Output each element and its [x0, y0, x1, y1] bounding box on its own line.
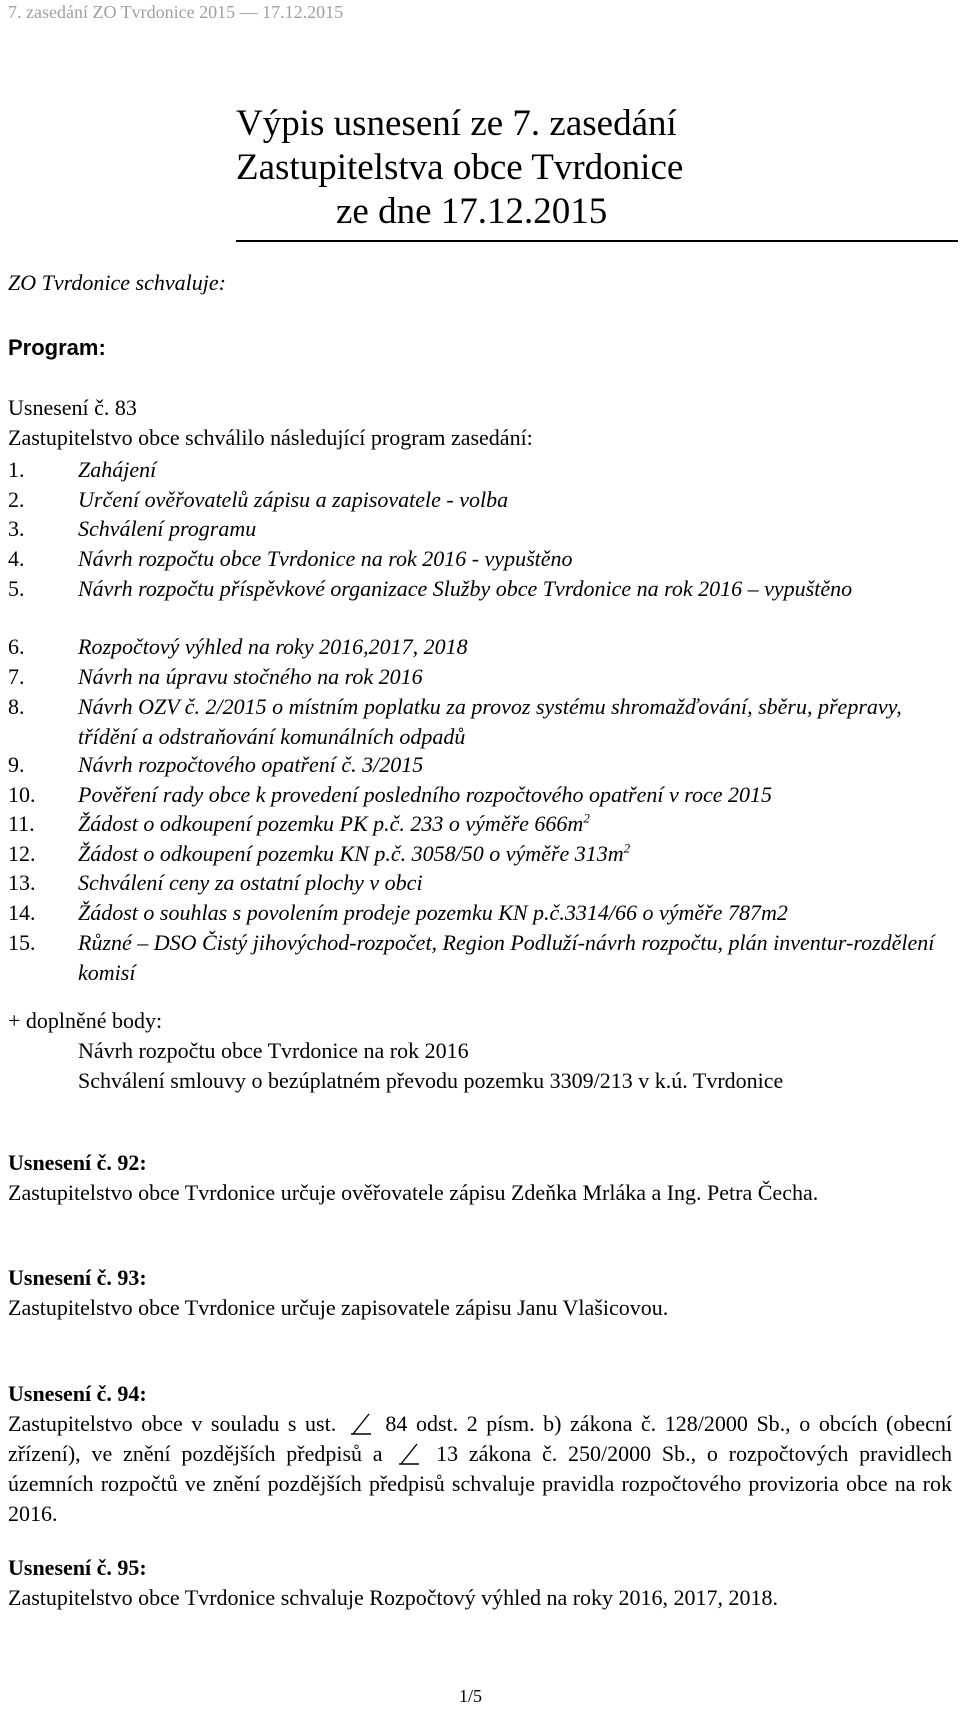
title-line-2: Zastupitelstva obce Tvrdonice — [236, 147, 684, 188]
program-item-text — [78, 662, 423, 692]
program-heading: Program: — [8, 335, 106, 360]
resolution-94-part-3: 13 zákona č. 250/2000 Sb., o rozpočtových pravidlech územních rozpočtů ve znění pozdějších předpisů schvaluje pravidla rozpočtového provizoria obce na rok 2016. — [8, 1441, 953, 1526]
resolution-95-label: Usnesení č. 95: — [8, 1555, 147, 1580]
page-number: 1/5 — [459, 1686, 483, 1706]
program-item-label: Žádost o odkoupení pozemku KN p.č. 3058/50 o výměře 313m — [78, 841, 624, 866]
document-header: 7. zasedání ZO Tvrdonice 2015 — 17.12.2015 — [8, 2, 344, 22]
section-sign-icon — [351, 1413, 371, 1435]
program-item-number: 9. — [8, 752, 25, 777]
resolution-94-label: Usnesení č. 94: — [8, 1381, 147, 1406]
program-item-label: Návrh rozpočtu obce Tvrdonice na rok 2016 - vypuštěno — [78, 546, 573, 571]
title-underline — [236, 240, 958, 242]
program-item-number: 7. — [8, 664, 25, 689]
program-item-label: Určení ověřovatelů zápisu a zapisovatele - volba — [78, 487, 509, 512]
program-item-text — [78, 455, 156, 485]
title-line-1: Výpis usnesení ze 7. zasedání — [236, 103, 677, 144]
program-item-text — [78, 574, 948, 604]
program-item-number: 10. — [8, 782, 36, 807]
program-item-text — [78, 868, 423, 898]
program-item-number: 14. — [8, 900, 36, 925]
added-points-label: + doplněné body: — [8, 1008, 163, 1033]
approves-heading: ZO Tvrdonice schvaluje: — [8, 270, 226, 295]
program-item-number: 1. — [8, 457, 25, 482]
resolution-94-text — [8, 1409, 952, 1529]
program-item-number: 12. — [8, 841, 36, 866]
program-item-number: 4. — [8, 546, 25, 571]
program-item-label: Různé – DSO Čistý jihovýchod-rozpočet, Region Podluží-návrh rozpočtu, plán inventur-rozdělení komisí — [78, 930, 935, 985]
program-item-label: Návrh rozpočtového opatření č. 3/2015 — [78, 752, 424, 777]
resolution-93-label: Usnesení č. 93: — [8, 1265, 147, 1290]
added-point-2: Schválení smlouvy o bezúplatném převodu pozemku 3309/213 v k.ú. Tvrdonice — [78, 1068, 784, 1093]
resolution-93-text: Zastupitelstvo obce Tvrdonice určuje zapisovatele zápisu Janu Vlašicovou. — [8, 1295, 669, 1320]
program-item-superscript: 2 — [583, 810, 590, 826]
program-item-number: 13. — [8, 870, 36, 895]
resolution-92-text: Zastupitelstvo obce Tvrdonice určuje ověřovatele zápisu Zdeňka Mrláka a Ing. Petra Čecha. — [8, 1180, 819, 1205]
program-item-label: Žádost o souhlas s povolením prodeje pozemku KN p.č.3314/66 o výměře 787m2 — [78, 900, 788, 925]
title-line-3: ze dne 17.12.2015 — [336, 191, 608, 232]
resolution-95-text: Zastupitelstvo obce Tvrdonice schvaluje Rozpočtový výhled na roky 2016, 2017, 2018. — [8, 1585, 779, 1610]
program-item-superscript: 2 — [623, 840, 631, 856]
resolution-94-part-1: Zastupitelstvo obce v souladu s ust. — [8, 1411, 337, 1436]
program-item-number: 15. — [8, 930, 36, 955]
resolution-92-label: Usnesení č. 92: — [8, 1150, 147, 1175]
program-item-text — [78, 809, 590, 839]
program-item-number: 6. — [8, 634, 25, 659]
program-item-number: 8. — [8, 694, 25, 719]
program-item-text — [78, 750, 423, 780]
program-item-text — [78, 898, 788, 928]
program-item-text — [78, 632, 468, 662]
program-item-label: Návrh rozpočtu příspěvkové organizace Služby obce Tvrdonice na rok 2016 – vypuštěno — [78, 576, 853, 601]
program-item-text — [78, 514, 256, 544]
program-item-text — [78, 839, 630, 869]
program-item-number: 11. — [8, 811, 35, 836]
program-item-number: 5. — [8, 576, 25, 601]
program-item-label: Žádost o odkoupení pozemku PK p.č. 233 o výměře 666m — [78, 811, 584, 836]
program-item-label: Návrh OZV č. 2/2015 o místním poplatku za provoz systému shromažďování, sběru, přepravy, třídění a odstraňování komunálních odpadů — [78, 694, 902, 749]
program-item-text — [78, 485, 508, 515]
program-item-number: 2. — [8, 487, 25, 512]
resolution-83-label: Usnesení č. 83 — [8, 395, 137, 420]
added-point-1: Návrh rozpočtu obce Tvrdonice na rok 2016 — [78, 1038, 469, 1063]
resolution-83-intro: Zastupitelstvo obce schválilo následující program zasedání: — [8, 425, 533, 450]
section-sign-icon — [399, 1443, 419, 1465]
resolution-94-part-2: 84 odst. 2 písm. b) zákona č. 128/2000 Sb., o obcích (obecní zřízení), ve znění pozdějších předpisů a — [8, 1411, 953, 1466]
program-item-label: Schválení programu — [78, 516, 257, 541]
program-item-label: Rozpočtový výhled na roky 2016,2017, 2018 — [78, 634, 468, 659]
program-item-label: Schválení ceny za ostatní plochy v obci — [78, 870, 423, 895]
program-item-label: Návrh na úpravu stočného na rok 2016 — [78, 664, 423, 689]
program-item-text — [78, 544, 573, 574]
program-item-number: 3. — [8, 516, 25, 541]
program-item-label: Pověření rady obce k provedení posledního rozpočtového opatření v roce 2015 — [78, 782, 773, 807]
program-item-text — [78, 692, 948, 752]
program-item-text — [78, 780, 772, 810]
program-item-text — [78, 928, 948, 988]
program-item-label: Zahájení — [78, 457, 157, 482]
